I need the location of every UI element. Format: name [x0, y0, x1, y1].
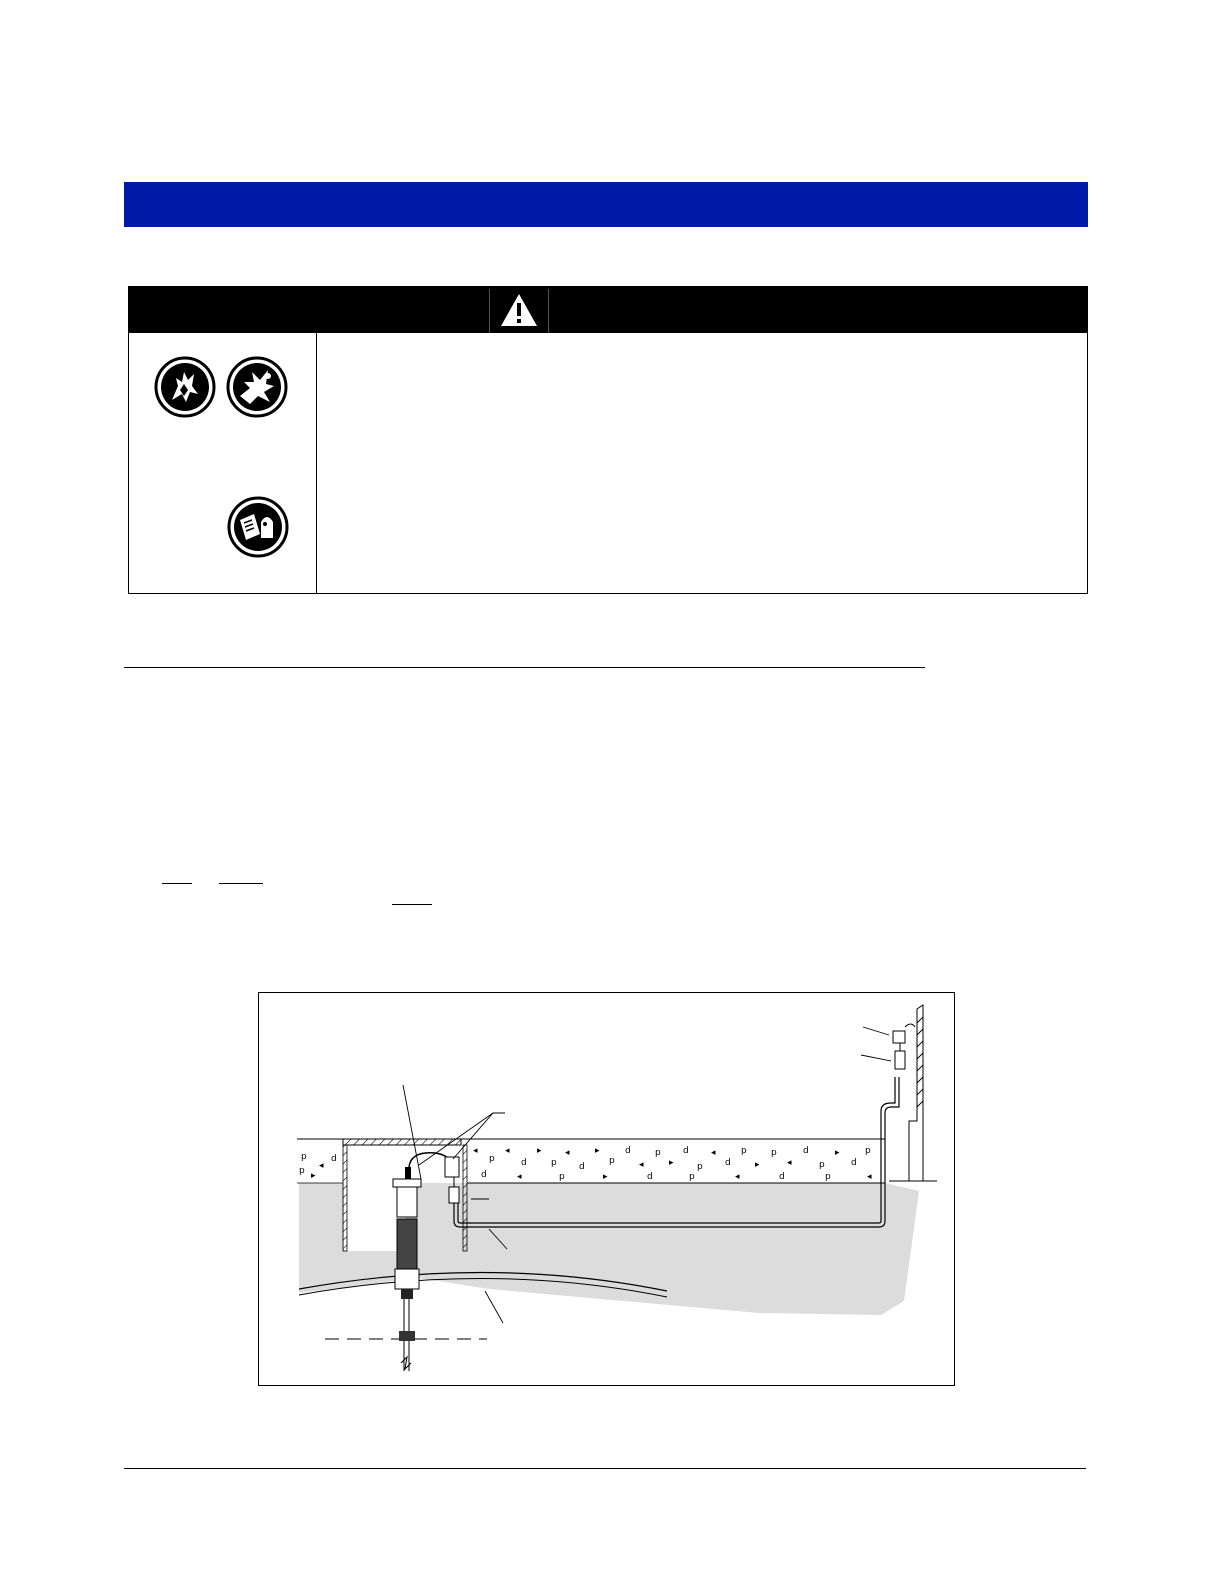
manway-cover [343, 1139, 461, 1145]
svg-text:◂: ◂ [505, 1146, 510, 1156]
svg-text:◂: ◂ [867, 1172, 872, 1182]
svg-text:d: d [725, 1158, 731, 1168]
svg-text:d: d [779, 1172, 785, 1182]
svg-text:d: d [579, 1162, 585, 1172]
svg-text:p: p [655, 1148, 661, 1158]
probe-assembly [393, 1167, 421, 1371]
installation-diagram [259, 993, 954, 1385]
svg-text:◂: ◂ [319, 1161, 324, 1171]
svg-text:p: p [551, 1158, 557, 1168]
svg-text:d: d [331, 1154, 337, 1164]
svg-text:p: p [689, 1172, 695, 1182]
svg-text:◂: ◂ [711, 1148, 716, 1158]
svg-text:p: p [865, 1146, 871, 1156]
svg-text:p: p [301, 1152, 307, 1162]
svg-text:◂: ◂ [735, 1172, 740, 1182]
read-manual-icon [227, 496, 289, 558]
svg-text:p: p [299, 1166, 305, 1176]
underline-mark [162, 883, 192, 884]
wall-seal-fitting [895, 1051, 905, 1069]
footer-rule [124, 1468, 1086, 1469]
svg-text:◂: ◂ [565, 1148, 570, 1158]
seal-fitting [449, 1187, 459, 1203]
svg-text:▸: ▸ [835, 1148, 840, 1158]
section-title-bar [124, 182, 1088, 227]
svg-text:d: d [851, 1158, 857, 1168]
svg-text:▸: ▸ [537, 1146, 542, 1156]
svg-text:◂: ◂ [787, 1158, 792, 1168]
warning-divider [316, 333, 317, 594]
svg-text:▸: ▸ [603, 1172, 608, 1182]
underline-mark [392, 904, 432, 905]
svg-text:d: d [683, 1146, 689, 1156]
svg-text:d: d [647, 1172, 653, 1182]
warning-header-bar [128, 286, 1088, 333]
svg-text:p: p [609, 1156, 615, 1166]
installation-figure [258, 992, 955, 1386]
underline-mark [219, 883, 263, 884]
section-heading-rule [124, 667, 925, 668]
manway-wall-left [343, 1145, 347, 1251]
svg-text:p: p [771, 1148, 777, 1158]
svg-text:▸: ▸ [755, 1160, 760, 1170]
svg-text:p: p [819, 1160, 825, 1170]
junction-box [445, 1157, 459, 1177]
warning-triangle-icon [490, 289, 548, 333]
warning-triangle-box [489, 289, 549, 333]
svg-text:d: d [481, 1170, 487, 1180]
svg-text:◂: ◂ [639, 1160, 644, 1170]
svg-text:◂: ◂ [473, 1146, 478, 1156]
svg-text:d: d [625, 1146, 631, 1156]
manway-wall-right [463, 1145, 467, 1251]
svg-text:d: d [803, 1146, 809, 1156]
concrete-aggregate [299, 1146, 872, 1182]
svg-text:d: d [521, 1158, 527, 1168]
fire-hazard-icon [154, 356, 216, 418]
svg-text:p: p [559, 1172, 565, 1182]
svg-text:p: p [825, 1172, 831, 1182]
svg-text:▸: ▸ [669, 1158, 674, 1168]
earth-shading [299, 1183, 919, 1315]
svg-text:▸: ▸ [595, 1146, 600, 1156]
svg-text:▸: ▸ [311, 1171, 316, 1181]
explosion-hazard-icon [226, 356, 288, 418]
wall-junction-box [893, 1031, 905, 1043]
svg-text:◂: ◂ [517, 1172, 522, 1182]
svg-text:p: p [697, 1162, 703, 1172]
svg-text:p: p [489, 1154, 495, 1164]
svg-text:p: p [741, 1146, 747, 1156]
